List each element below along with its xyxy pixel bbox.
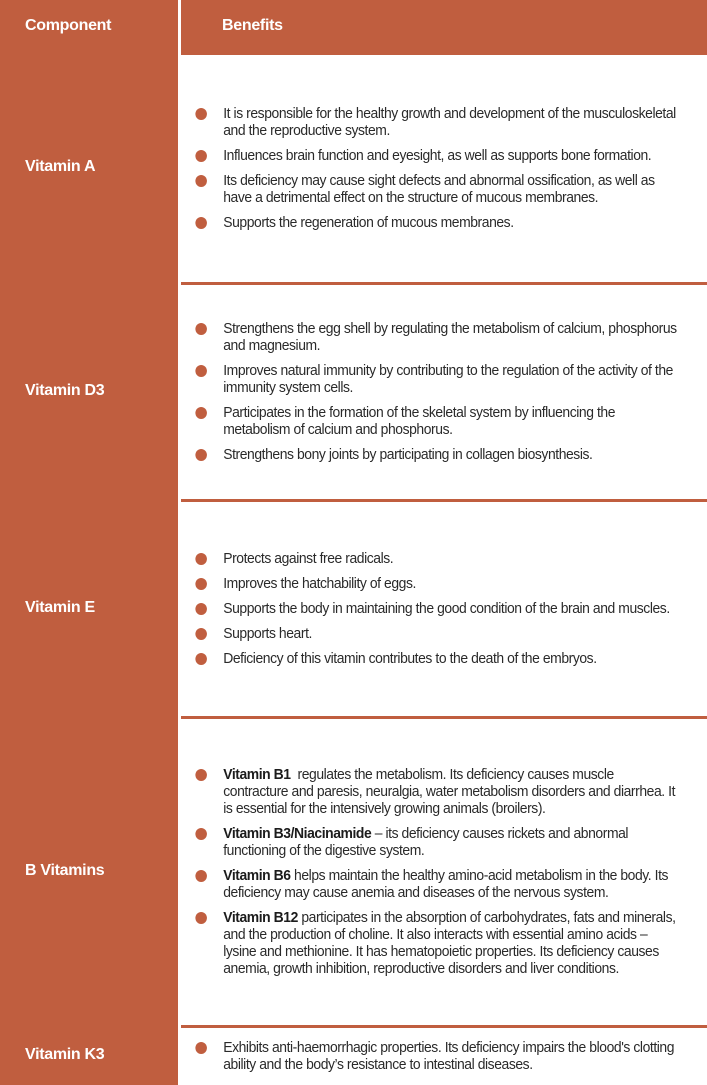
benefit-item: Participates in the formation of the skeletal system by influencing the metabolism of calcium and phosphorus. [181,405,678,439]
benefit-item: It is responsible for the healthy growth and development of the musculoskeletal and the reproductive system. [181,106,678,140]
benefit-item: Exhibits anti-haemorrhagic properties. Its deficiency impairs the blood's clotting ability and the body’s resistance to intestinal diseases. [181,1040,678,1074]
benefits-list [181,767,707,978]
row-vitamin-k3 [0,1025,707,1085]
component-cell [0,52,178,282]
benefit-term: Vitamin B1 [223,766,291,783]
benefit-item: Supports the regeneration of mucous membranes. [181,215,678,232]
benefit-item: Influences brain function and eyesight, as well as supports bone formation. [181,148,678,165]
benefit-term: Vitamin B3/Niacinamide [223,825,372,842]
benefit-item [181,826,678,860]
component-name: Vitamin K3 [25,1046,105,1063]
benefit-item: Strengthens bony joints by participating in collagen biosynthesis. [181,447,678,464]
component-name: Vitamin E [25,598,95,616]
benefits-list [181,551,707,668]
benefits-cell [181,282,707,499]
benefit-term: Vitamin B6 [223,867,291,884]
component-name: Vitamin D3 [25,381,105,399]
benefit-item: Supports the body in maintaining the good condition of the brain and muscles. [181,601,678,618]
table-header [0,0,707,52]
component-name: Vitamin A [25,158,96,175]
benefit-term: Vitamin B12 [223,909,298,926]
component-cell [0,1025,178,1085]
benefits-list [181,321,707,464]
row-vitamin-d3 [0,282,707,499]
benefit-item [181,868,678,902]
benefit-item: Improves natural immunity by contributing to the regulation of the activity of the immunity system cells. [181,363,678,397]
header-component [0,0,178,52]
header-benefits-label: Benefits [222,17,283,34]
benefit-text: helps maintain the healthy amino-acid metabolism in the body. Its deficiency may cause anemia and diseases of the nervous system. [223,867,669,901]
component-cell [0,282,178,499]
benefits-list [181,1040,707,1074]
component-name: B Vitamins [25,861,105,879]
header-component-label: Component [25,17,112,34]
benefit-text: participates in the absorption of carbohydrates, fats and minerals, and the production of choline. It also interacts with essential amino acids – lysine and methionine. It has hematopoietic properties. Its deficiency causes anemia, growth inhibition, reproductive disorders and liver conditions. [223,909,676,977]
benefits-cell [181,52,707,282]
benefit-item: Its deficiency may cause sight defects and abnormal ossification, as well as have a detrimental effect on the structure of mucous membranes. [181,173,678,207]
benefit-item [181,767,678,818]
benefits-list [181,106,707,232]
benefit-item: Improves the hatchability of eggs. [181,576,678,593]
benefits-cell [181,1025,707,1085]
benefits-cell [181,716,707,1025]
benefit-text: – its deficiency causes rickets and abnormal functioning of the digestive system. [223,825,629,859]
row-vitamin-a [0,52,707,282]
benefit-item: Strengthens the egg shell by regulating the metabolism of calcium, phosphorus and magnesium. [181,321,678,355]
benefits-cell [181,499,707,716]
row-b-vitamins [0,716,707,1025]
row-vitamin-e [0,499,707,716]
benefit-item: Supports heart. [181,626,678,643]
component-cell [0,499,178,716]
benefit-text: regulates the metabolism. Its deficiency causes muscle contracture and paresis, neuralgia, water metabolism disorders and diarrhea. It is essential for the intensively growing animals (broilers). [223,766,679,817]
benefit-item: Deficiency of this vitamin contributes to the death of the embryos. [181,651,678,668]
component-cell [0,716,178,1025]
benefit-item [181,910,678,978]
benefit-item: Protects against free radicals. [181,551,678,568]
header-benefits [181,0,707,52]
